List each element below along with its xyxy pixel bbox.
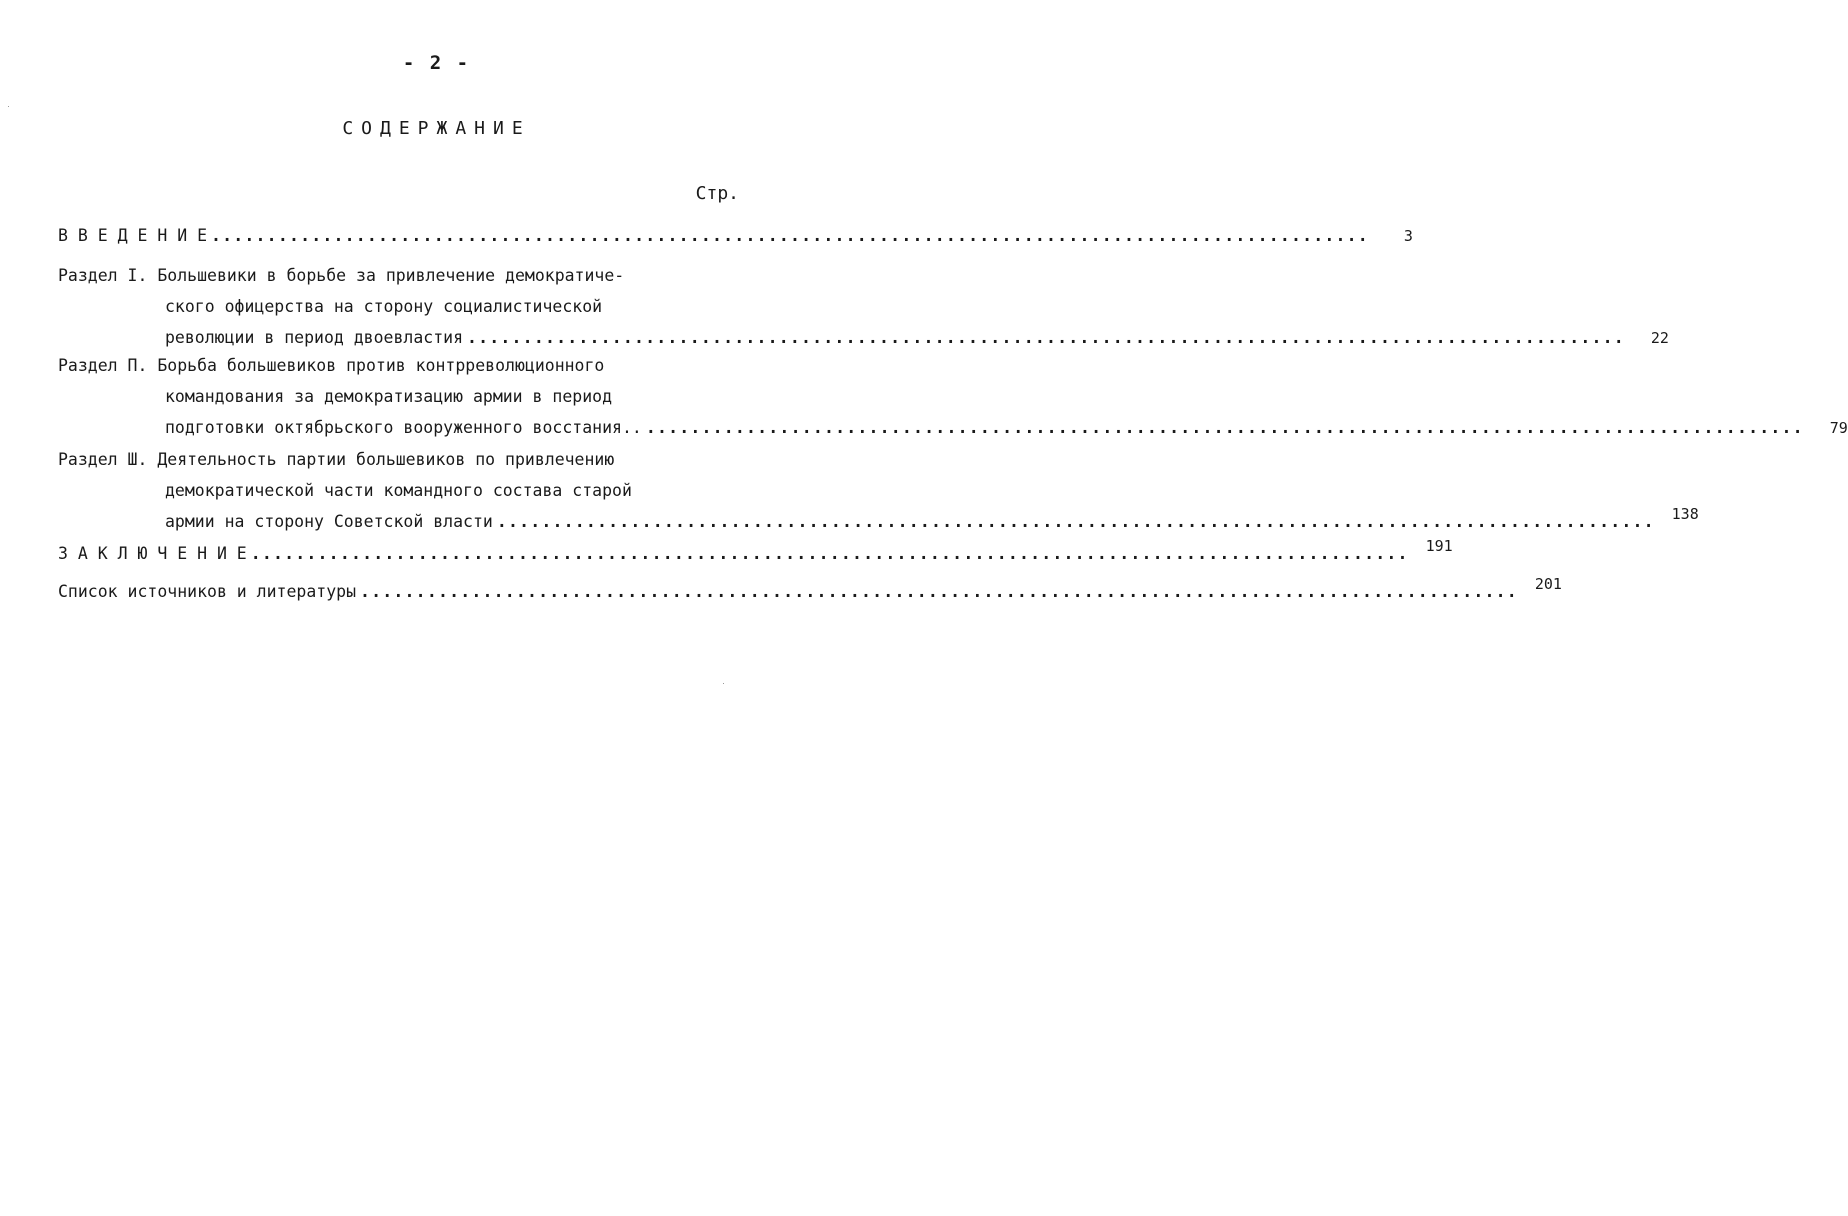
toc-entry-line: Раздел Ш. Деятельность партии большевиков по привлечению bbox=[58, 450, 615, 469]
toc-entry-introduction bbox=[58, 220, 1413, 251]
toc-entry-bibliography bbox=[58, 575, 1562, 607]
leader-dots: ........................................................................................................ bbox=[467, 328, 1625, 347]
leader-dots: ........................................................................................................ bbox=[360, 582, 1518, 601]
leader-dots: ........................................................................................................ bbox=[645, 418, 1804, 437]
toc-entry-section-1 bbox=[58, 260, 1669, 353]
toc-entry-line: Раздел I. Большевики в борьбе за привлечение демократиче- bbox=[58, 266, 625, 285]
toc-entry-line: революции в период двоевластия bbox=[165, 328, 464, 347]
toc-entry-page: 201 bbox=[1534, 575, 1562, 593]
toc-entry-section-3 bbox=[58, 444, 1699, 537]
toc-entry-page: 191 bbox=[1425, 537, 1453, 555]
toc-entry-title: В В Е Д Е Н И Е bbox=[58, 226, 208, 245]
toc-entry-line: армии на сторону Советской власти bbox=[165, 512, 493, 531]
leader-dots: ........................................................................................................ bbox=[496, 512, 1655, 531]
scan-speck bbox=[723, 683, 724, 684]
toc-title: СОДЕРЖАНИЕ bbox=[342, 118, 531, 139]
toc-entry-page: 138 bbox=[1671, 505, 1699, 523]
leader-dots: ........................................................................................................ bbox=[250, 544, 1409, 563]
toc-entry-section-2 bbox=[58, 350, 1848, 443]
toc-entry-title: З А К Л Ю Ч Е Н И Е bbox=[58, 544, 247, 563]
toc-entry-page: 3 bbox=[1403, 227, 1413, 245]
toc-entry-title: Список источников и литературы bbox=[58, 582, 357, 601]
toc-entry-line: демократической части командного состава старой bbox=[165, 481, 632, 500]
toc-entry-line: подготовки октябрьского вооруженного восстания.. bbox=[165, 418, 642, 437]
toc-entry-page: 79 bbox=[1829, 419, 1848, 437]
page-number: - 2 - bbox=[402, 52, 471, 74]
toc-entry-line: командования за демократизацию армии в период bbox=[165, 387, 613, 406]
leader-dots: ........................................................................................................ bbox=[211, 226, 1369, 245]
page-column-header: Стр. bbox=[695, 183, 739, 204]
toc-entry-page: 22 bbox=[1650, 329, 1669, 347]
toc-entry-line: Раздел П. Борьба большевиков против контрреволюционного bbox=[58, 356, 605, 375]
toc-entry-line: ского офицерства на сторону социалистической bbox=[165, 297, 603, 316]
toc-entry-conclusion bbox=[58, 537, 1453, 569]
scan-speck bbox=[8, 106, 9, 107]
